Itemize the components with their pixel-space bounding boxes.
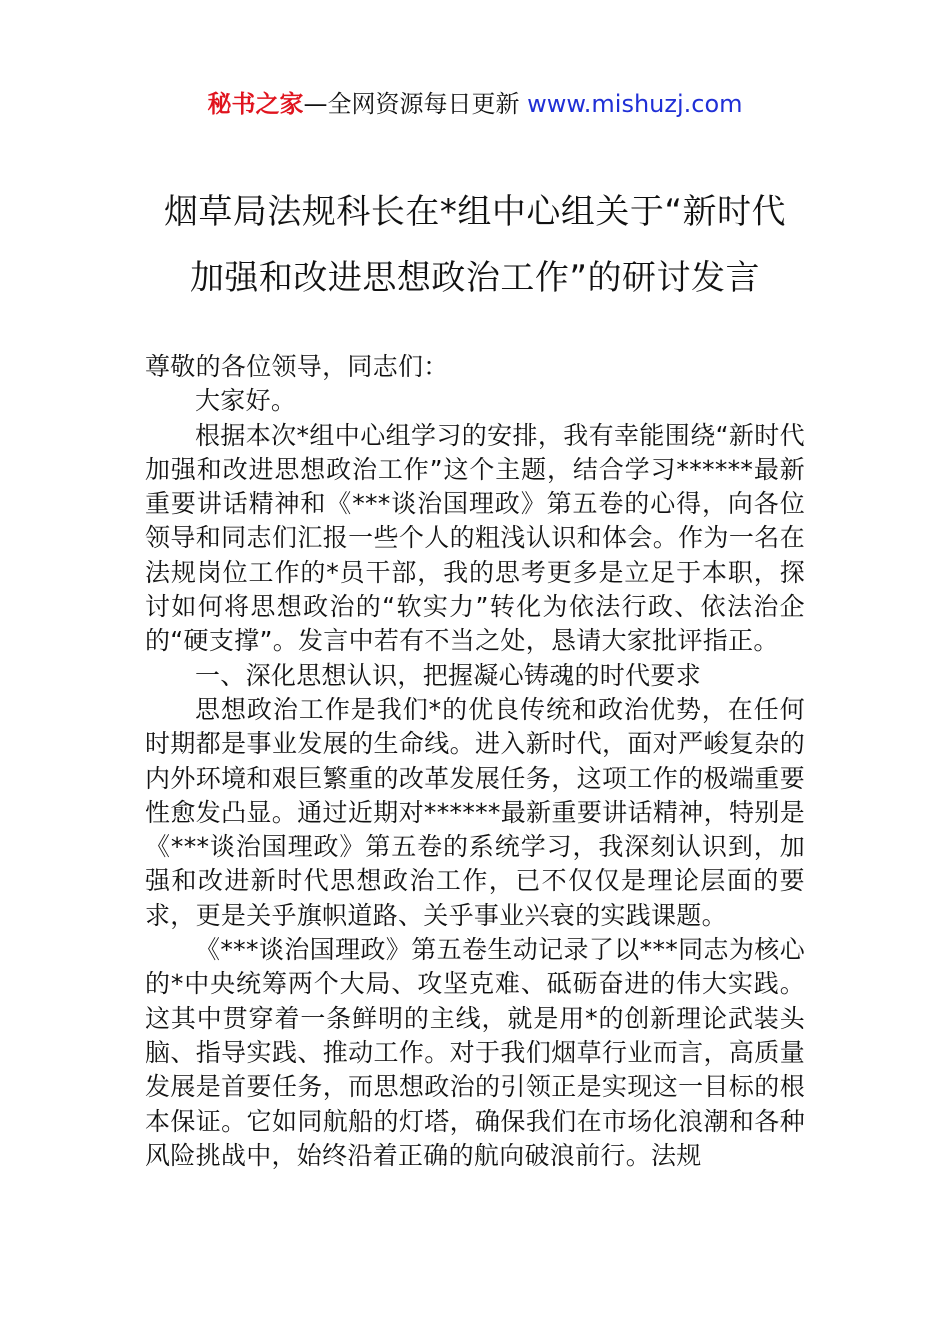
section-1-paragraph-1: 思想政治工作是我们*的优良传统和政治优势，在任何时期都是事业发展的生命线。进入新时代，面对严峻复杂的内外环境和艰巨繁重的改革发展任务，这项工作的极端重要性愈发凸显。通过近期对******最新重要讲话精神，特别是《***谈治国理政》第五卷的系统学习，我深刻认识到，加强和改进新时代思想政治工作，已不仅仅是理论层面的要求，更是关乎旗帜道路、关乎事业兴衰的实践课题。	[145, 694, 805, 930]
site-url-link[interactable]: www.mishuzj.com	[527, 90, 743, 118]
section-1-paragraph-2: 《***谈治国理政》第五卷生动记录了以***同志为核心的*中央统筹两个大局、攻坚克难、砥砺奋进的伟大实践。这其中贯穿着一条鲜明的主线，就是用*的创新理论武装头脑、指导实践、推动工作。对于我们烟草行业而言，高质量发展是首要任务，而思想政治的引领正是实现这一目标的根本保证。它如同航船的灯塔，确保我们在市场化浪潮和各种风险挑战中，始终沿着正确的航向破浪前行。法规	[145, 935, 805, 1170]
header-dash: —	[303, 90, 328, 118]
site-header	[0, 88, 950, 120]
intro-paragraph: 根据本次*组中心组学习的安排，我有幸能围绕“新时代加强和改进思想政治工作”这个主题，结合学习******最新重要讲话精神和《***谈治国理政》第五卷的心得，向各位领导和同志们汇报一些个人的粗浅认识和体会。作为一名在法规岗位工作的*员干部，我的思考更多是立足于本职，探讨如何将思想政治的“软实力”转化为依法行政、依法治企的“硬支撑”。发言中若有不当之处，恳请大家批评指正。	[145, 420, 805, 656]
document-title-line-2: 加强和改进思想政治工作”的研讨发言	[189, 258, 761, 298]
greeting: 大家好。	[195, 386, 297, 416]
document-body	[145, 350, 805, 1173]
brand-name: 秘书之家	[207, 90, 304, 118]
document-title-line-1: 烟草局法规科长在*组中心组关于“新时代	[163, 192, 787, 232]
header-tagline: 全网资源每日更新	[327, 90, 520, 118]
section-1-heading: 一、深化思想认识，把握凝心铸魂的时代要求	[195, 660, 702, 690]
salutation: 尊敬的各位领导，同志们：	[145, 352, 449, 381]
